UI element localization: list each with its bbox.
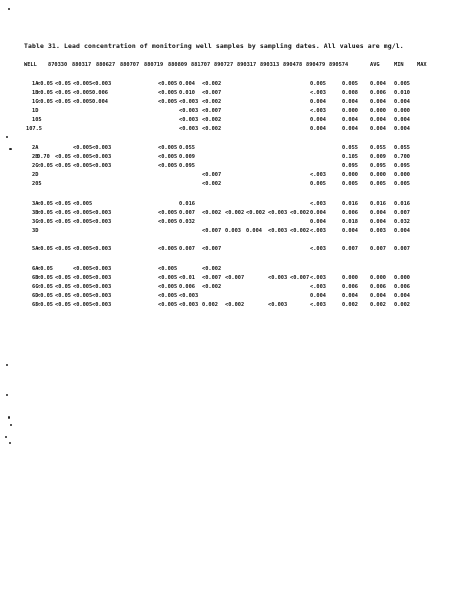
value-cell: <0.007 — [202, 275, 222, 281]
table-row — [24, 154, 440, 162]
value-cell: 0.005 — [310, 81, 326, 87]
avg-cell: 0.000 — [342, 108, 358, 114]
value-cell: <0.005 — [158, 302, 178, 308]
value-cell: <0.007 — [225, 275, 245, 281]
max-cell: 0.000 — [394, 275, 410, 281]
value-cell: 0.007 — [179, 246, 195, 252]
max-cell: 0.004 — [394, 228, 410, 234]
value-cell: <0.05 — [55, 219, 71, 225]
value-cell: <.003 — [310, 246, 326, 252]
scan-speck — [5, 436, 7, 438]
table-header-row — [24, 62, 440, 70]
value-cell: <0.005 — [158, 284, 178, 290]
value-cell: <0.002 — [202, 181, 222, 187]
table-row — [24, 163, 440, 171]
well-id-cell: 3C — [32, 219, 39, 225]
value-cell: <0.003 — [179, 108, 199, 114]
value-cell: <0.05 — [55, 302, 71, 308]
well-id-cell: 6E — [32, 302, 39, 308]
avg-cell: 0.008 — [342, 90, 358, 96]
value-cell: <0.003 — [92, 275, 112, 281]
min-cell: 0.004 — [370, 293, 386, 299]
scan-speck — [9, 148, 12, 150]
value-cell: <0.05 — [55, 154, 71, 160]
table-row — [24, 302, 440, 310]
table-row — [24, 219, 440, 227]
header-cell: 870330 — [48, 62, 68, 68]
value-cell: 0.095 — [179, 163, 195, 169]
avg-cell: 0.095 — [342, 163, 358, 169]
value-cell: 0.004 — [92, 99, 108, 105]
value-cell: <0.002 — [246, 210, 266, 216]
value-cell: 0.004 — [246, 228, 262, 234]
avg-cell: 0.006 — [342, 210, 358, 216]
value-cell: <0.005 — [73, 266, 93, 272]
table-row — [24, 228, 440, 236]
value-cell: <0.05 — [37, 275, 53, 281]
max-cell: 0.007 — [394, 210, 410, 216]
well-id-cell: 2A — [32, 145, 39, 151]
table-row — [24, 117, 440, 125]
min-cell: 0.004 — [370, 117, 386, 123]
value-cell: <0.05 — [37, 266, 53, 272]
table-row — [24, 210, 440, 218]
value-cell: <.003 — [310, 90, 326, 96]
header-cell: 880317 — [72, 62, 92, 68]
value-cell: <.003 — [310, 201, 326, 207]
value-cell: <0.002 — [225, 210, 245, 216]
avg-cell: 0.004 — [342, 117, 358, 123]
scan-speck — [9, 442, 11, 444]
value-cell: <0.005 — [73, 163, 93, 169]
max-cell: 0.004 — [394, 126, 410, 132]
max-cell: 0.007 — [394, 246, 410, 252]
value-cell: 0.007 — [179, 210, 195, 216]
value-cell: <0.005 — [73, 293, 93, 299]
value-cell: <0.005 — [73, 284, 93, 290]
min-cell: 0.003 — [370, 228, 386, 234]
value-cell: 0.006 — [92, 90, 108, 96]
well-id-cell: 3B — [32, 210, 39, 216]
well-id-cell: 2C — [32, 163, 39, 169]
value-cell: 0.004 — [179, 81, 195, 87]
value-cell: <0.003 — [179, 293, 199, 299]
value-cell: <0.05 — [37, 201, 53, 207]
table-row — [24, 126, 440, 134]
value-cell: <0.003 — [92, 293, 112, 299]
value-cell: <0.007 — [202, 108, 222, 114]
header-cell: 890727 — [214, 62, 234, 68]
value-cell: <0.003 — [268, 275, 288, 281]
value-cell: <0.003 — [179, 302, 199, 308]
max-cell: 0.004 — [394, 99, 410, 105]
value-cell: <0.05 — [55, 284, 71, 290]
value-cell: <0.002 — [290, 210, 310, 216]
value-cell: <0.05 — [37, 210, 53, 216]
min-cell: 0.000 — [370, 275, 386, 281]
well-id-cell: 1A — [32, 81, 39, 87]
max-cell: 0.004 — [394, 293, 410, 299]
table-row — [24, 181, 440, 189]
well-id-cell: 6B — [32, 275, 39, 281]
min-cell: 0.007 — [370, 246, 386, 252]
value-cell: <0.005 — [73, 201, 93, 207]
avg-cell: 0.004 — [342, 99, 358, 105]
well-id-cell: 5A — [32, 246, 39, 252]
well-id-cell: 1B — [32, 90, 39, 96]
value-cell: <0.002 — [202, 81, 222, 87]
value-cell: 0.055 — [179, 145, 195, 151]
value-cell: <0.003 — [92, 284, 112, 290]
well-id-cell: 2D — [32, 172, 39, 178]
value-cell: <.003 — [310, 302, 326, 308]
value-cell: <0.05 — [37, 284, 53, 290]
avg-cell: 0.016 — [342, 201, 358, 207]
value-cell: <0.05 — [37, 293, 53, 299]
avg-cell: 0.007 — [342, 246, 358, 252]
value-cell: <0.05 — [55, 293, 71, 299]
max-cell: 0.000 — [394, 172, 410, 178]
min-cell: 0.006 — [370, 284, 386, 290]
value-cell: <0.05 — [37, 302, 53, 308]
avg-cell: 0.018 — [342, 219, 358, 225]
value-cell: <0.05 — [37, 99, 53, 105]
value-cell: <0.007 — [202, 90, 222, 96]
value-cell: <0.05 — [37, 246, 53, 252]
value-cell: <0.005 — [158, 266, 178, 272]
max-cell: 0.000 — [394, 108, 410, 114]
value-cell: <0.005 — [158, 210, 178, 216]
value-cell: <0.002 — [202, 210, 222, 216]
header-cell: 880627 — [96, 62, 116, 68]
scan-speck — [6, 394, 8, 396]
value-cell: <0.002 — [202, 126, 222, 132]
min-cell: 0.004 — [370, 219, 386, 225]
value-cell: <0.005 — [73, 219, 93, 225]
value-cell: <0.05 — [55, 81, 71, 87]
value-cell: <0.002 — [290, 228, 310, 234]
min-cell: 0.005 — [370, 181, 386, 187]
value-cell: <0.05 — [37, 90, 53, 96]
value-cell: 0.004 — [310, 293, 326, 299]
value-cell: <.003 — [310, 108, 326, 114]
scan-speck — [10, 424, 12, 426]
header-cell: MAX — [417, 62, 427, 68]
header-cell: 890478 — [283, 62, 303, 68]
value-cell: <0.005 — [73, 246, 93, 252]
header-cell: 880719 — [144, 62, 164, 68]
value-cell: <0.003 — [179, 99, 199, 105]
value-cell: <0.05 — [55, 246, 71, 252]
value-cell: <0.003 — [92, 154, 112, 160]
header-cell: AVG — [370, 62, 380, 68]
min-cell: 0.006 — [370, 90, 386, 96]
value-cell: 0.032 — [179, 219, 195, 225]
value-cell: <0.003 — [92, 81, 112, 87]
scan-speck — [8, 8, 10, 10]
max-cell: 0.032 — [394, 219, 410, 225]
value-cell: <0.002 — [202, 266, 222, 272]
table-row — [24, 145, 440, 153]
value-cell: 0.010 — [179, 90, 195, 96]
avg-cell: 0.004 — [342, 293, 358, 299]
well-id-cell: 3A — [32, 201, 39, 207]
header-cell: 890574 — [329, 62, 349, 68]
scan-speck — [6, 136, 8, 138]
header-cell: 880809 — [168, 62, 188, 68]
value-cell: 0.009 — [179, 154, 195, 160]
value-cell: <0.005 — [158, 163, 178, 169]
value-cell: <0.005 — [73, 275, 93, 281]
value-cell: <0.005 — [73, 90, 93, 96]
avg-cell: 0.006 — [342, 284, 358, 290]
max-cell: 0.005 — [394, 81, 410, 87]
well-id-cell: 205 — [32, 181, 42, 187]
avg-cell: 0.004 — [342, 126, 358, 132]
value-cell: <0.002 — [202, 117, 222, 123]
avg-cell: 0.000 — [342, 172, 358, 178]
max-cell: 0.006 — [394, 284, 410, 290]
value-cell: <0.005 — [158, 90, 178, 96]
max-cell: 0.010 — [394, 90, 410, 96]
header-cell: MIN — [394, 62, 404, 68]
avg-cell: 0.055 — [342, 145, 358, 151]
scan-speck — [6, 364, 8, 366]
value-cell: <0.005 — [158, 99, 178, 105]
value-cell: <0.005 — [73, 81, 93, 87]
value-cell: <0.007 — [202, 172, 222, 178]
value-cell: <0.003 — [179, 126, 199, 132]
value-cell: 0.006 — [179, 284, 195, 290]
well-id-cell: 6A — [32, 266, 39, 272]
table-row — [24, 266, 440, 274]
min-cell: 0.009 — [370, 154, 386, 160]
value-cell: 0.002 — [202, 302, 218, 308]
value-cell: <0.003 — [92, 145, 112, 151]
table-row — [24, 90, 440, 98]
value-cell: <0.05 — [55, 210, 71, 216]
max-cell: 0.005 — [394, 181, 410, 187]
value-cell: <0.003 — [92, 266, 112, 272]
value-cell: <0.005 — [158, 145, 178, 151]
value-cell: <0.05 — [37, 163, 53, 169]
value-cell: <.003 — [310, 228, 326, 234]
max-cell: 0.700 — [394, 154, 410, 160]
value-cell: <0.05 — [37, 81, 53, 87]
max-cell: 0.002 — [394, 302, 410, 308]
header-cell: 881707 — [191, 62, 211, 68]
scan-speck — [8, 416, 10, 419]
value-cell: <0.05 — [55, 163, 71, 169]
value-cell: 0.004 — [310, 126, 326, 132]
well-id-cell: 1D — [32, 108, 39, 114]
avg-cell: 0.105 — [342, 154, 358, 160]
value-cell: <.003 — [310, 172, 326, 178]
value-cell: <0.005 — [158, 275, 178, 281]
max-cell: 0.016 — [394, 201, 410, 207]
min-cell: 0.004 — [370, 126, 386, 132]
well-id-cell: 2B — [32, 154, 39, 160]
avg-cell: 0.000 — [342, 275, 358, 281]
avg-cell: 0.005 — [342, 81, 358, 87]
value-cell: <0.003 — [92, 219, 112, 225]
value-cell: <0.007 — [290, 275, 310, 281]
value-cell: <0.005 — [73, 210, 93, 216]
value-cell: <0.003 — [92, 210, 112, 216]
well-id-cell: 3D — [32, 228, 39, 234]
avg-cell: 0.002 — [342, 302, 358, 308]
value-cell: <0.05 — [55, 275, 71, 281]
value-cell: 0.004 — [310, 99, 326, 105]
value-cell: <0.05 — [55, 201, 71, 207]
max-cell: 0.004 — [394, 117, 410, 123]
value-cell: 0.003 — [225, 228, 241, 234]
header-cell: 890317 — [237, 62, 257, 68]
value-cell: <0.005 — [158, 293, 178, 299]
value-cell: 0.016 — [179, 201, 195, 207]
value-cell: <0.005 — [158, 219, 178, 225]
well-id-cell: 6C — [32, 284, 39, 290]
value-cell: <0.003 — [92, 163, 112, 169]
table-row — [24, 172, 440, 180]
header-cell: WELL — [24, 62, 37, 68]
header-cell: 890313 — [260, 62, 280, 68]
value-cell: 0.004 — [310, 219, 326, 225]
value-cell: 0.70 — [37, 154, 50, 160]
value-cell: <0.003 — [92, 302, 112, 308]
value-cell: <0.005 — [73, 145, 93, 151]
min-cell: 0.095 — [370, 163, 386, 169]
value-cell: <0.05 — [37, 219, 53, 225]
value-cell: <0.003 — [179, 117, 199, 123]
well-id-cell: 107.5 — [26, 126, 42, 132]
value-cell: <0.002 — [202, 99, 222, 105]
value-cell: <0.007 — [202, 228, 222, 234]
header-cell: 880707 — [120, 62, 140, 68]
value-cell: <0.002 — [225, 302, 245, 308]
avg-cell: 0.004 — [342, 228, 358, 234]
max-cell: 0.055 — [394, 145, 410, 151]
value-cell: <.003 — [310, 275, 326, 281]
table-row — [24, 275, 440, 283]
header-cell: 890479 — [306, 62, 326, 68]
min-cell: 0.000 — [370, 172, 386, 178]
min-cell: 0.004 — [370, 99, 386, 105]
value-cell: <0.003 — [268, 210, 288, 216]
value-cell: <0.05 — [55, 99, 71, 105]
value-cell: <0.003 — [268, 302, 288, 308]
table-row — [24, 81, 440, 89]
value-cell: 0.004 — [310, 117, 326, 123]
value-cell: <0.005 — [73, 302, 93, 308]
value-cell: <.003 — [310, 284, 326, 290]
table-row — [24, 284, 440, 292]
table-row — [24, 201, 440, 209]
table-title: Table 31. Lead concentration of monitoring well samples by sampling dates. All values are mg/l. — [24, 42, 404, 50]
value-cell: <0.003 — [92, 246, 112, 252]
min-cell: 0.016 — [370, 201, 386, 207]
avg-cell: 0.005 — [342, 181, 358, 187]
well-id-cell: 6D — [32, 293, 39, 299]
value-cell: <0.007 — [202, 246, 222, 252]
value-cell: 0.004 — [310, 210, 326, 216]
table-row — [24, 99, 440, 107]
value-cell: <0.01 — [179, 275, 195, 281]
value-cell: <0.005 — [158, 246, 178, 252]
well-id-cell: 105 — [32, 117, 42, 123]
value-cell: <0.005 — [73, 99, 93, 105]
value-cell: <0.003 — [268, 228, 288, 234]
value-cell: <0.005 — [158, 154, 178, 160]
value-cell: <0.05 — [55, 90, 71, 96]
table-row — [24, 108, 440, 116]
min-cell: 0.002 — [370, 302, 386, 308]
max-cell: 0.095 — [394, 163, 410, 169]
min-cell: 0.000 — [370, 108, 386, 114]
min-cell: 0.055 — [370, 145, 386, 151]
value-cell: 0.005 — [310, 181, 326, 187]
value-cell: <0.005 — [73, 154, 93, 160]
well-id-cell: 1C — [32, 99, 39, 105]
table-row — [24, 293, 440, 301]
min-cell: 0.004 — [370, 81, 386, 87]
value-cell: <0.005 — [158, 81, 178, 87]
min-cell: 0.004 — [370, 210, 386, 216]
table-row — [24, 246, 440, 254]
value-cell: <0.002 — [202, 284, 222, 290]
